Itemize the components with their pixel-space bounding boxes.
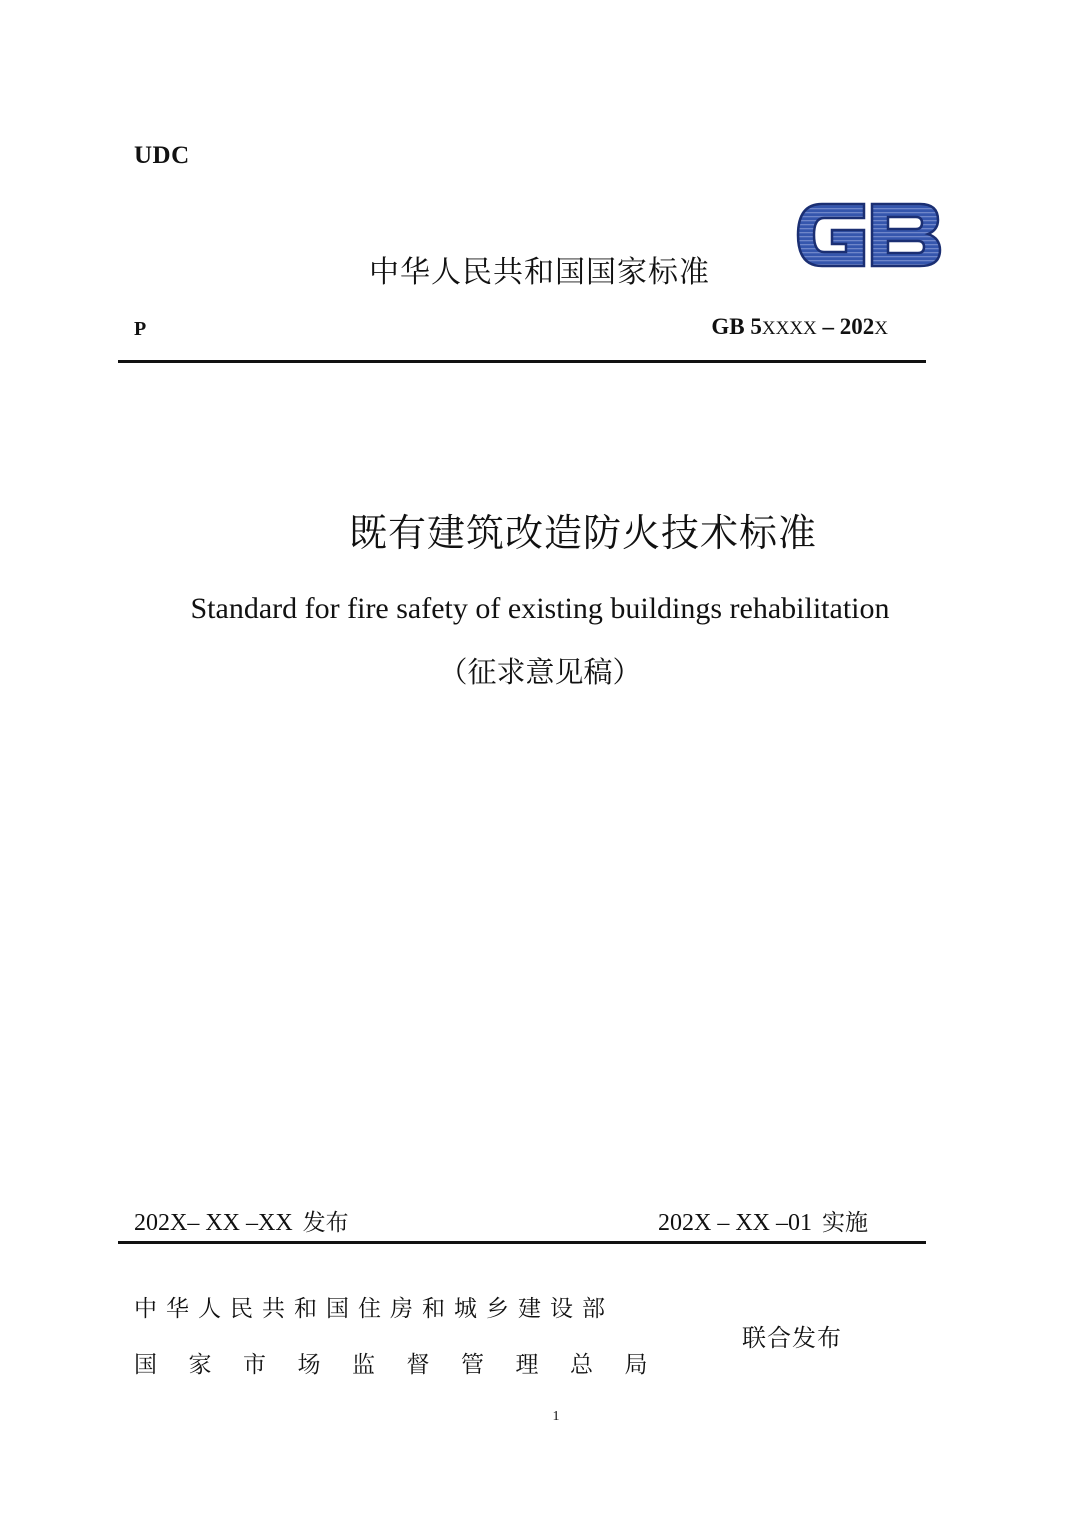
effective-date: 202X – XX –01 bbox=[658, 1210, 812, 1236]
standard-number-placeholder: XXXX bbox=[761, 318, 817, 339]
page-number: 1 bbox=[552, 1409, 560, 1424]
effective-label: 实施 bbox=[822, 1210, 868, 1236]
gb-logo-icon bbox=[792, 196, 944, 274]
national-standard-heading: 中华人民共和国国家标准 bbox=[369, 255, 710, 290]
effective-date-line bbox=[658, 1204, 868, 1237]
joint-release-label: 联合发布 bbox=[742, 1324, 842, 1352]
classification-code: P bbox=[134, 318, 147, 340]
bottom-divider bbox=[118, 1241, 926, 1244]
release-label: 发布 bbox=[302, 1210, 349, 1236]
standard-title-english: Standard for fire safety of existing buildings rehabilitation bbox=[190, 592, 890, 625]
gb-logo bbox=[792, 196, 944, 274]
standard-title-chinese: 既有建筑改造防火技术标准 bbox=[348, 511, 817, 555]
top-divider bbox=[118, 360, 926, 363]
release-date-line bbox=[134, 1204, 349, 1237]
issuer-administration: 国家市场监督管理总局 bbox=[134, 1352, 679, 1378]
release-date: 202X– XX –XX bbox=[134, 1210, 293, 1236]
draft-status-label: （征求意见稿） bbox=[438, 655, 642, 689]
standard-number bbox=[711, 314, 888, 340]
udc-label: UDC bbox=[134, 142, 190, 169]
standard-number-year-suffix: X bbox=[874, 318, 888, 339]
standard-number-prefix: GB 5 bbox=[711, 314, 762, 339]
standard-number-separator: – 202 bbox=[816, 314, 875, 339]
issuer-ministry: 中华人民共和国住房和城乡建设部 bbox=[134, 1296, 614, 1322]
